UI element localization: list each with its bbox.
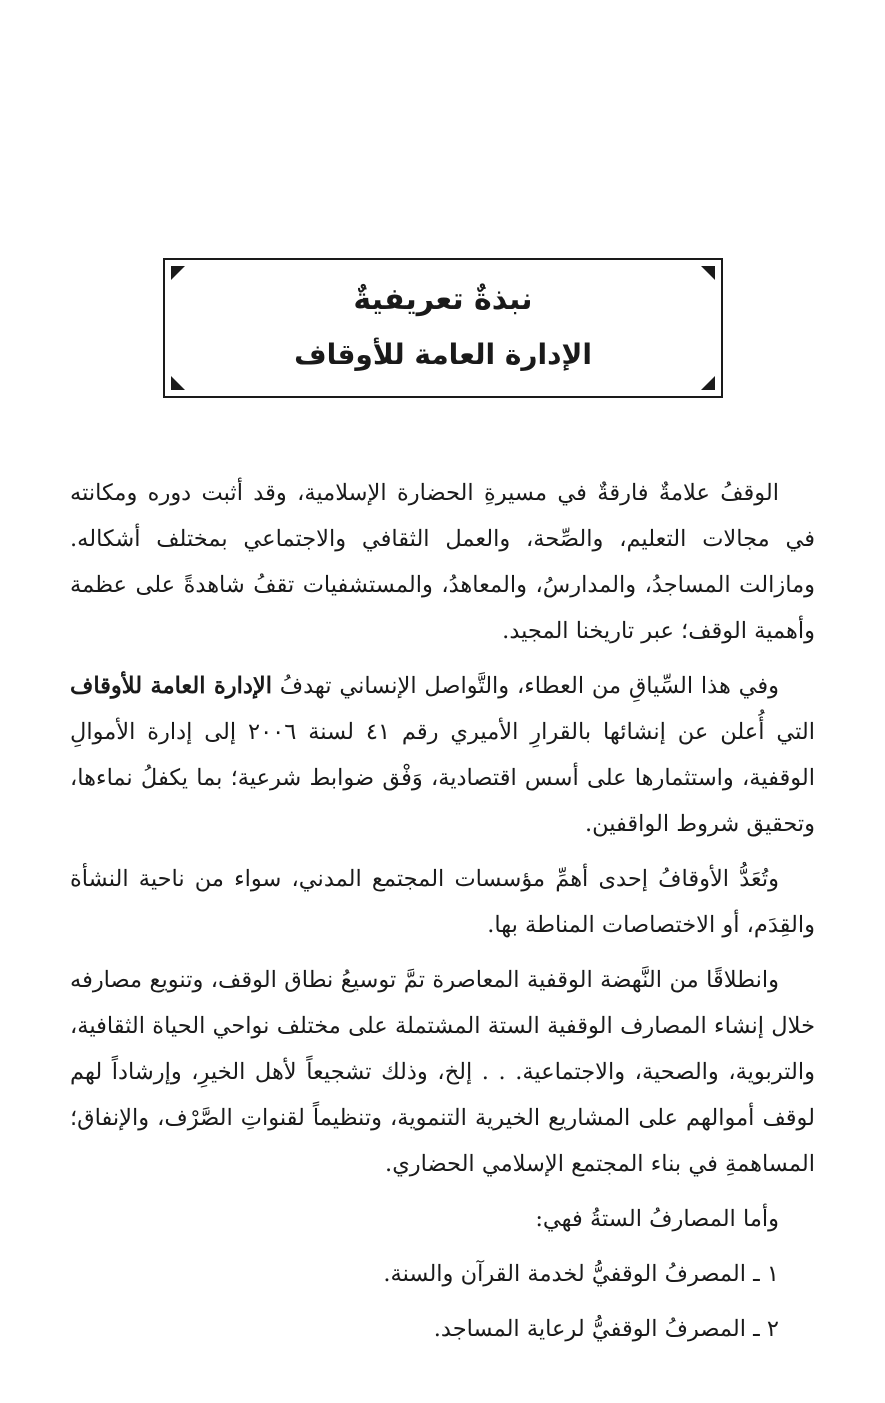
- paragraph-intro: الوقفُ علامةٌ فارقةٌ في مسيرةِ الحضارة الإسلامية، وقد أثبت دوره ومكانته في مجالات التعليم، والصِّحة، والعمل الثقافي والاجتماعي بمختلف أشكاله. ومازالت المساجدُ، والمدارسُ، والمعاهدُ، والمستشفيات تقفُ شاهدةً على عظمة وأهمية الوقف؛ عبر تاريخنا المجيد.: [70, 480, 815, 644]
- list-item: ١ ـ المصرفُ الوقفيُّ لخدمة القرآن والسنة.: [383, 1261, 779, 1287]
- paragraph-civil-society: وتُعَدُّ الأوقافُ إحدى أهمِّ مؤسسات المجتمع المدني، سواء من ناحية النشأة والقِدَم، أو الاختصاصات المناطة بها.: [70, 866, 815, 938]
- page-title: نبذةٌ تعريفيةٌ: [353, 282, 533, 317]
- corner-ornament-bottom-right: [701, 376, 715, 390]
- page-subtitle: الإدارة العامة للأوقاف: [294, 338, 592, 371]
- paragraph-administration-after: التي أُعلن عن إنشائها بالقرارِ الأميري رقم ٤١ لسنة ٢٠٠٦ إلى إدارة الأموالِ الوقفية، واستثمارها على أسس اقتصادية، وَفْق ضوابط شرعية؛ بما يكفلُ نماءها، وتحقيق شروط الواقفين.: [70, 719, 815, 837]
- paragraph-six-funds-intro: وأما المصارفُ الستةُ فهي:: [535, 1206, 779, 1232]
- list-item: ٢ ـ المصرفُ الوقفيُّ لرعاية المساجد.: [433, 1316, 779, 1342]
- corner-ornament-top-left: [171, 266, 185, 280]
- body-text: [70, 470, 815, 1361]
- paragraph-renaissance: وانطلاقًا من النَّهضة الوقفية المعاصرة تمَّ توسيعُ نطاق الوقف، وتنويع مصارفه خلال إنشاء المصارف الوقفية الستة المشتملة على مختلف نواحي الحياة الثقافية، والتربوية، والصحية، والاجتماعية. . . إلخ، وذلك تشجيعاً لأهل الخيرِ، وإرشاداً لهم لوقف أموالهم على المشاريع الخيرية التنموية، وتنظيماً لقنواتِ الصَّرْف، والإنفاق؛ المساهمةِ في بناء المجتمع الإسلامي الحضاري.: [70, 967, 815, 1177]
- paragraph-administration: [70, 663, 815, 847]
- administration-name: الإدارة العامة للأوقاف: [70, 673, 272, 699]
- title-box: [163, 258, 723, 398]
- corner-ornament-top-right: [701, 266, 715, 280]
- paragraph-administration-before: وفي هذا السِّياقِ من العطاء، والتَّواصل الإنساني تهدفُ: [271, 673, 780, 699]
- corner-ornament-bottom-left: [171, 376, 185, 390]
